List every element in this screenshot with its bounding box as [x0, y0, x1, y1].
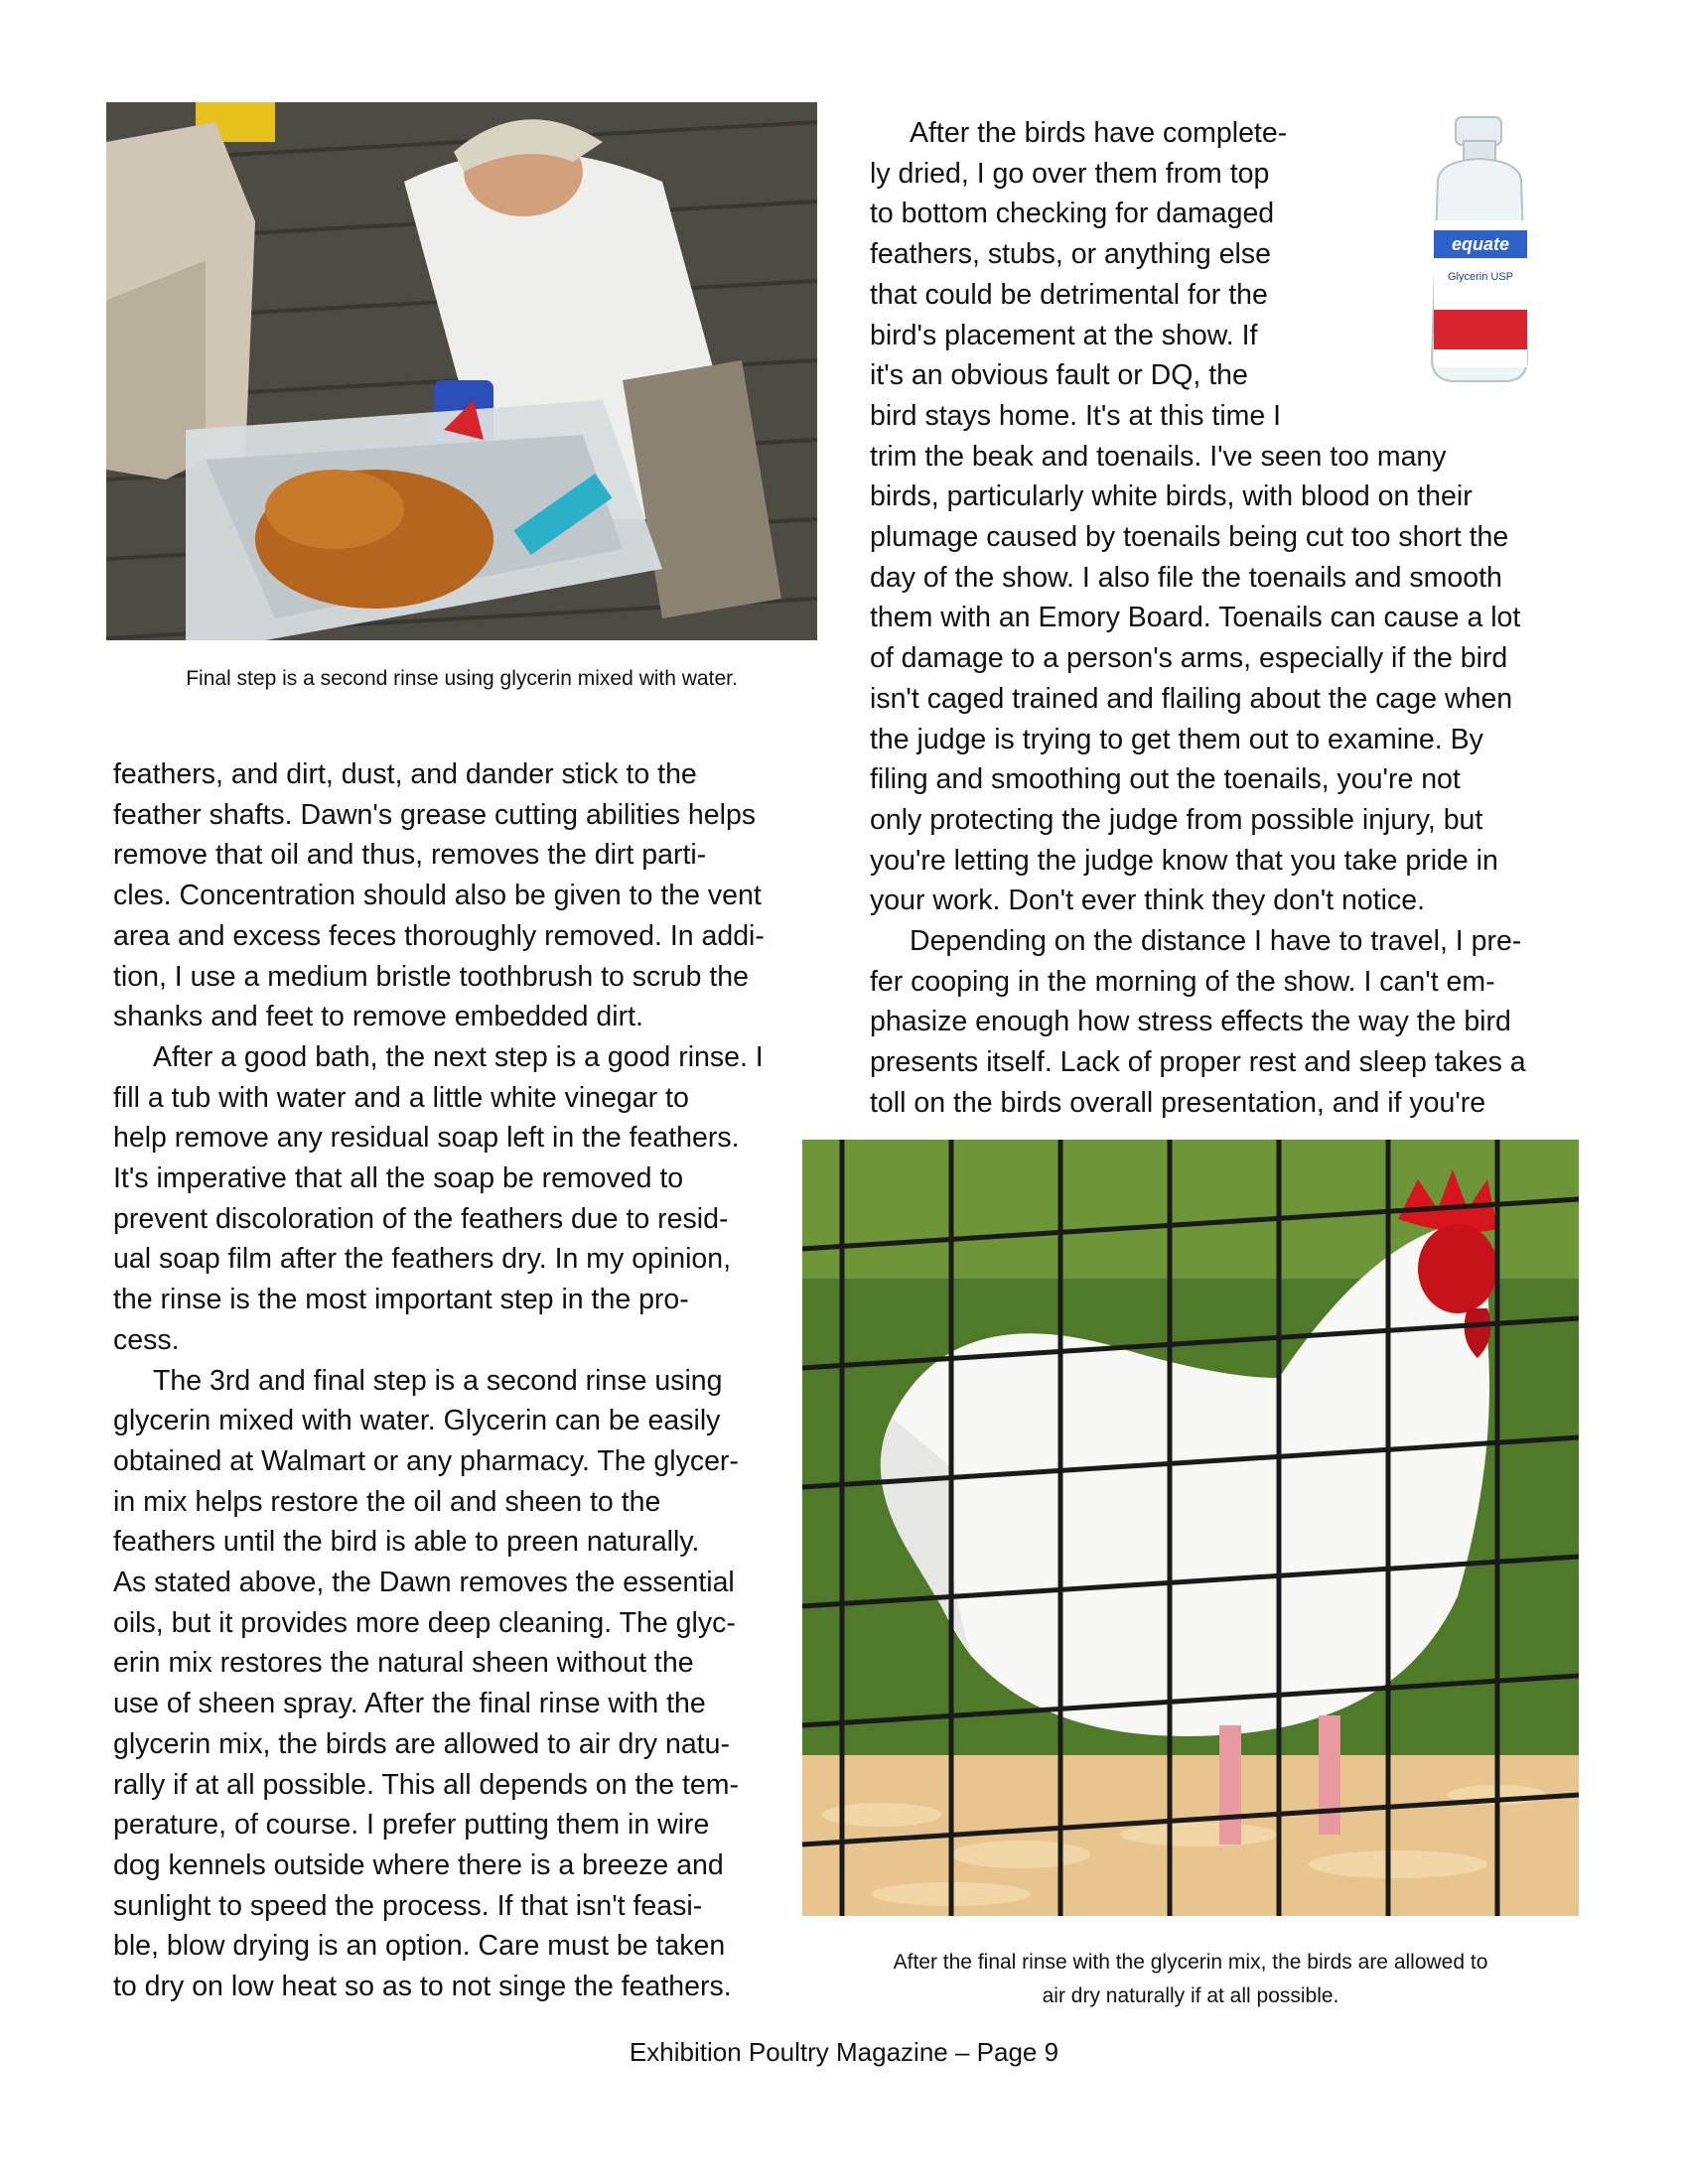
text-line: bird's placement at the show. If: [870, 319, 1258, 351]
text-line: you're letting the judge know that you take pride in: [870, 844, 1498, 877]
text-line: presents itself. Lack of proper rest and sleep takes a: [870, 1046, 1526, 1079]
text-line: it's an obvious fault or DQ, the: [870, 359, 1248, 392]
bottle-product-label: Glycerin USP: [1447, 271, 1514, 283]
text-line: As stated above, the Dawn removes the essential: [113, 1567, 735, 1599]
right-column-text-top: [870, 113, 1526, 1124]
text-line: trim the beak and toenails. I've seen too many: [870, 440, 1447, 473]
text-line: the rinse is the most important step in the pro-: [113, 1284, 689, 1316]
text-line: ual soap film after the feathers dry. In my opinion,: [113, 1243, 732, 1276]
text-line: in mix helps restore the oil and sheen to the: [113, 1485, 661, 1518]
text-line: cles. Concentration should also be given to the vent: [113, 880, 762, 912]
text-line: cess.: [113, 1323, 180, 1356]
text-line: phasize enough how stress effects the way the bird: [870, 1006, 1511, 1038]
text-line: perature, of course. I prefer putting them in wire: [113, 1809, 710, 1842]
text-line: rally if at all possible. This all depends on the tem-: [113, 1768, 739, 1801]
caption-line: air dry naturally if at all possible.: [1042, 1984, 1339, 2007]
text-line: shanks and feet to remove embedded dirt.: [113, 1001, 643, 1033]
caption-line: After the final rinse with the glycerin mix, the birds are allowed to: [893, 1951, 1488, 1974]
page-footer: Exhibition Poultry Magazine – Page 9: [629, 2037, 1059, 2067]
text-line: After a good bath, the next step is a good rinse. I: [153, 1040, 764, 1073]
text-line: isn't caged trained and flailing about the cage when: [870, 682, 1513, 715]
text-line: help remove any residual soap left in the feathers.: [113, 1122, 740, 1155]
text-line: day of the show. I also file the toenails and smooth: [870, 561, 1502, 594]
text-line: feather shafts. Dawn's grease cutting abilities helps: [113, 798, 757, 831]
text-line: The 3rd and final step is a second rinse using: [153, 1364, 723, 1397]
text-line: oils, but it provides more deep cleaning. The glyc-: [113, 1606, 736, 1639]
text-line: feathers, and dirt, dust, and dander stick to the: [113, 758, 697, 790]
text-line: sunlight to speed the process. If that isn't feasi-: [113, 1889, 703, 1922]
left-column-text: [113, 754, 765, 2007]
photo-rinsing-rooster: [106, 102, 817, 640]
text-line: the judge is trying to get them out to examine. By: [870, 723, 1483, 755]
text-line: feathers until the bird is able to preen naturally.: [113, 1526, 700, 1559]
text-line: Depending on the distance I have to travel, I pre-: [910, 925, 1522, 958]
bottle-brand-label: equate: [1451, 234, 1510, 254]
text-line: ble, blow drying is an option. Care must be taken: [113, 1930, 726, 1963]
text-line: fer cooping in the morning of the show. I can't em-: [870, 965, 1495, 998]
text-line: area and excess feces thoroughly removed. In addi-: [113, 919, 765, 952]
text-line: remove that oil and thus, removes the dirt parti-: [113, 839, 707, 872]
text-line: only protecting the judge from possible injury, but: [870, 803, 1483, 836]
text-line: It's imperative that all the soap be removed to: [113, 1162, 684, 1195]
text-line: birds, particularly white birds, with blood on their: [870, 480, 1473, 513]
text-line: After the birds have complete-: [910, 117, 1288, 149]
photo-white-rooster: [802, 1140, 1579, 1916]
text-line: tion, I use a medium bristle toothbrush to scrub the: [113, 960, 749, 993]
text-line: to bottom checking for damaged: [870, 198, 1275, 230]
text-line: glycerin mixed with water. Glycerin can be easily: [113, 1405, 721, 1437]
text-line: to dry on low heat so as to not singe the feathers.: [113, 1971, 732, 2003]
caption-rinsing-rooster: Final step is a second rinse using glycerin mixed with water.: [186, 667, 738, 690]
text-line: prevent discoloration of the feathers due to resid-: [113, 1202, 729, 1235]
text-line: filing and smoothing out the toenails, you're not: [870, 763, 1461, 796]
text-line: of damage to a person's arms, especially if the bird: [870, 642, 1508, 675]
caption-white-rooster: [802, 1946, 1579, 2013]
text-line: bird stays home. It's at this time I: [870, 399, 1282, 432]
text-line: your work. Don't ever think they don't notice.: [870, 885, 1425, 917]
text-line: plumage caused by toenails being cut too short the: [870, 521, 1509, 554]
text-line: glycerin mix, the birds are allowed to air dry natu-: [113, 1727, 730, 1760]
text-line: obtained at Walmart or any pharmacy. The glycer-: [113, 1444, 739, 1477]
text-line: them with an Emory Board. Toenails can cause a lot: [870, 602, 1521, 634]
text-line: feathers, stubs, or anything else: [870, 238, 1271, 271]
text-line: erin mix restores the natural sheen without the: [113, 1647, 694, 1680]
text-line: that could be detrimental for the: [870, 278, 1268, 311]
text-line: use of sheen spray. After the final rinse with the: [113, 1688, 706, 1720]
text-line: toll on the birds overall presentation, and if you're: [870, 1086, 1486, 1119]
text-line: dog kennels outside where there is a breeze and: [113, 1848, 724, 1881]
text-line: fill a tub with water and a little white vinegar to: [113, 1081, 689, 1114]
text-line: ly dried, I go over them from top: [870, 157, 1270, 190]
